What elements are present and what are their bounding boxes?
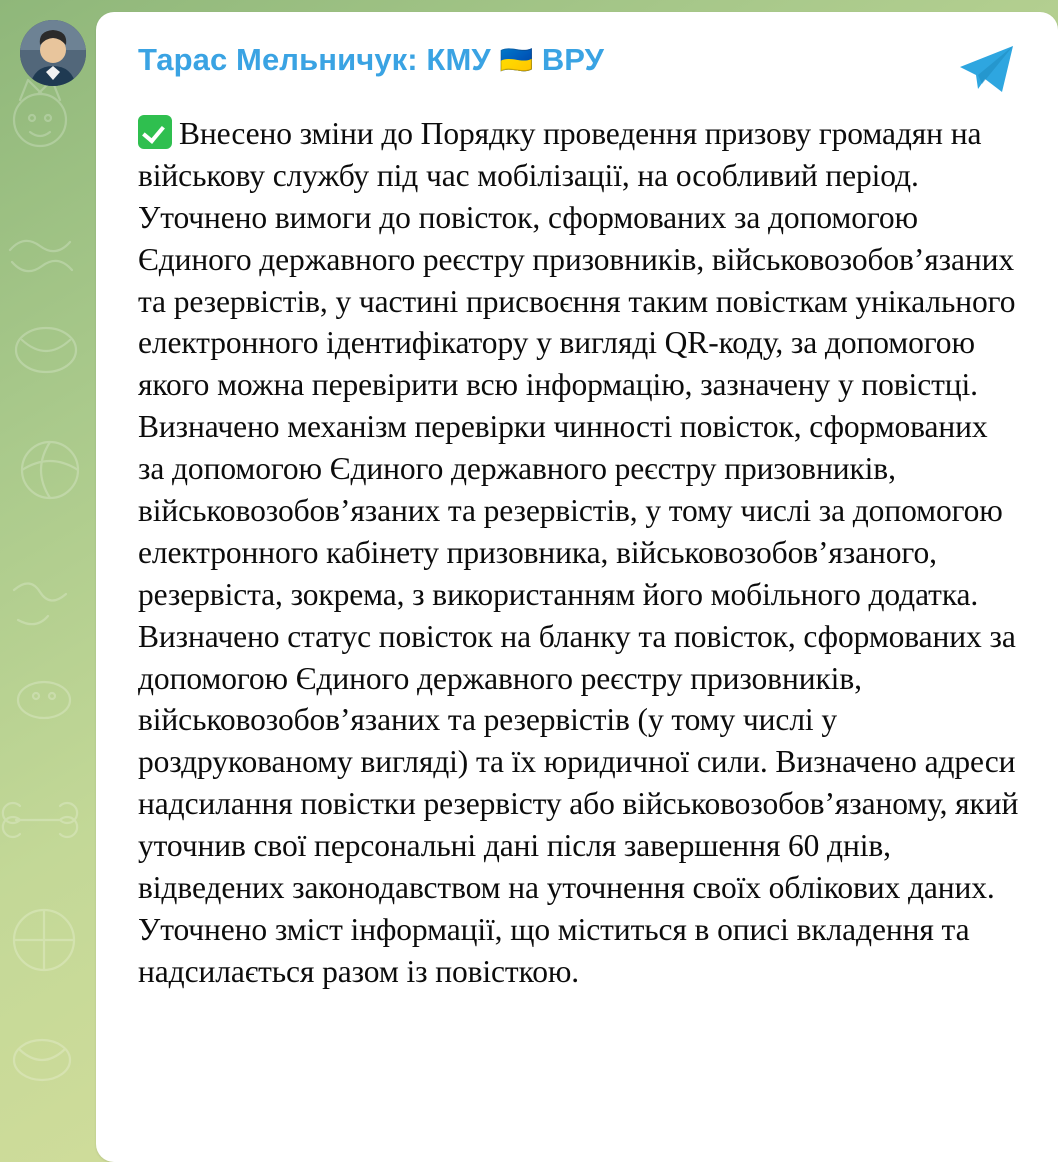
avatar[interactable] bbox=[20, 20, 86, 86]
author-name-prefix: Тарас Мельничук: КМУ bbox=[138, 42, 491, 77]
green-check-mark-icon bbox=[138, 115, 172, 149]
ukraine-flag-icon: 🇺🇦 bbox=[499, 45, 534, 75]
message-header bbox=[138, 42, 1020, 99]
message-body-text: Внесено зміни до Порядку проведення призову громадян на військову службу під час мобілізації, на особливий період. Уточнено вимоги до повісток, сформованих за допомогою Єдиного державного реєстру призовників, військовозобов’язаних та резервістів, у частині присвоєння таким повісткам унікального електронного ідентифікатору у вигляді QR-коду, за допомогою якого можна перевірити всю інформацію, зазначену у повістці. Визначено механізм перевірки чинності повісток, сформованих за допомогою Єдиного державного реєстру призовників, військовозобов’язаних та резервістів, у тому числі за допомогою електронного кабінету призовника, військовозобов’язаного, резервіста, зокрема, з використанням його мобільного додатка. Визначено статус повісток на бланку та повісток, сформованих за допомогою Єдиного державного реєстру призовників, військовозобов’язаних та резервістів (у тому числі у роздрукованому вигляді) та їх юридичної сили. Визначено адреси надсилання повістки резервісту або військовозобов’язаному, який уточнив свої персональні дані після завершення 60 днів, відведених законодавством на уточнення своїх облікових даних. Уточнено зміст інформації, що міститься в описі вкладення та надсилається разом із повісткою. bbox=[138, 116, 1027, 989]
channel-author-name[interactable] bbox=[138, 42, 604, 78]
message-body bbox=[138, 113, 1027, 993]
telegram-paper-plane-icon bbox=[958, 44, 1016, 99]
author-name-suffix: ВРУ bbox=[541, 42, 605, 77]
message-bubble[interactable] bbox=[96, 12, 1058, 1162]
